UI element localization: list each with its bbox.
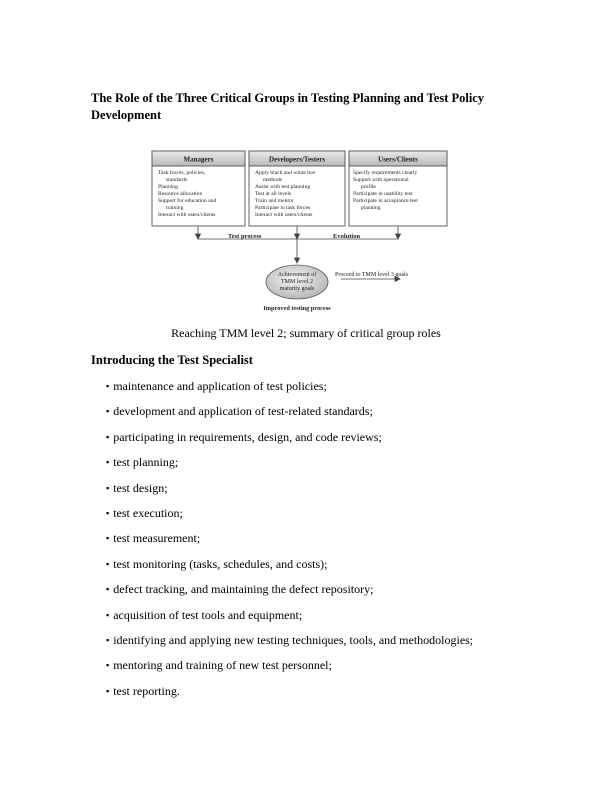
managers-box [152,151,245,226]
ellipse-line: TMM level 2 [281,279,313,285]
test-specialist-duties-list [106,379,473,709]
developers-testers-box [249,151,345,226]
duty-item: ▪ defect tracking, and maintaining the defect repository; [106,582,473,607]
duty-item: ▪ mentoring and training of new test personnel; [106,658,473,683]
managers-item: standards [166,177,188,183]
users-item: Participate in acceptance test [353,198,418,204]
duty-item: ▪ maintenance and application of test policies; [106,379,473,404]
managers-item: Task forces, policies, [158,170,206,176]
critical-groups-diagram [148,148,453,318]
section-heading: Introducing the Test Specialist [91,353,253,367]
duty-item: ▪ participating in requirements, design, and code reviews; [106,430,473,455]
managers-item: Planning [158,184,178,190]
users-item: planning [361,205,381,211]
developers-item: Apply black and white box [255,170,316,176]
duty-item: ▪ identifying and applying new testing techniques, tools, and methodologies; [106,633,473,658]
developers-testers-header: Developers/Testers [268,155,326,164]
users-item: profile [361,184,376,190]
users-item: Specify requirements clearly [353,170,418,176]
developers-item: Train and mentor [255,198,294,204]
duty-item: ▪ test planning; [106,455,473,480]
test-process-label: Test process [228,233,262,240]
improved-testing-label: Improved testing process [263,305,331,312]
duty-item: ▪ development and application of test-related standards; [106,404,473,429]
duty-item: ▪ test measurement; [106,531,473,556]
managers-item: training [166,205,184,211]
figure-caption: Reaching TMM level 2; summary of critical group roles [171,326,441,340]
users-clients-box [349,151,447,226]
duty-item: ▪ test monitoring (tasks, schedules, and costs); [106,557,473,582]
evolution-label: Evolution [333,233,361,240]
developers-item: Interact with users/clients [255,212,313,218]
developers-item: methods [263,177,282,183]
critical-groups-figure [148,148,453,318]
managers-item: Resource allocation [158,191,203,197]
users-item: Support with operational [353,177,409,183]
duty-item: ▪ test design; [106,481,473,506]
duty-item: ▪ acquisition of test tools and equipment; [106,608,473,633]
developers-item: Test at all levels [255,191,292,197]
managers-item: Support for education and [158,198,217,204]
users-clients-header: Users/Clients [378,155,418,164]
ellipse-line: maturity goals [279,286,315,292]
developers-item: Assist with test planning [255,184,311,190]
duty-item: ▪ test reporting. [106,684,473,709]
managers-item: Interact with users/clients [158,212,216,218]
document-title: The Role of the Three Critical Groups in Testing Planning and Test Policy Development [91,91,485,122]
ellipse-line: Achievement of [277,272,317,278]
tmm-level-2-ellipse [266,265,328,299]
duty-item: ▪ test execution; [106,506,473,531]
developers-item: Participate in task forces [255,205,311,211]
proceed-label: Proceed to TMM level 3 goals [335,272,409,278]
users-item: Participate in usability test [353,191,413,197]
managers-header: Managers [183,155,214,164]
